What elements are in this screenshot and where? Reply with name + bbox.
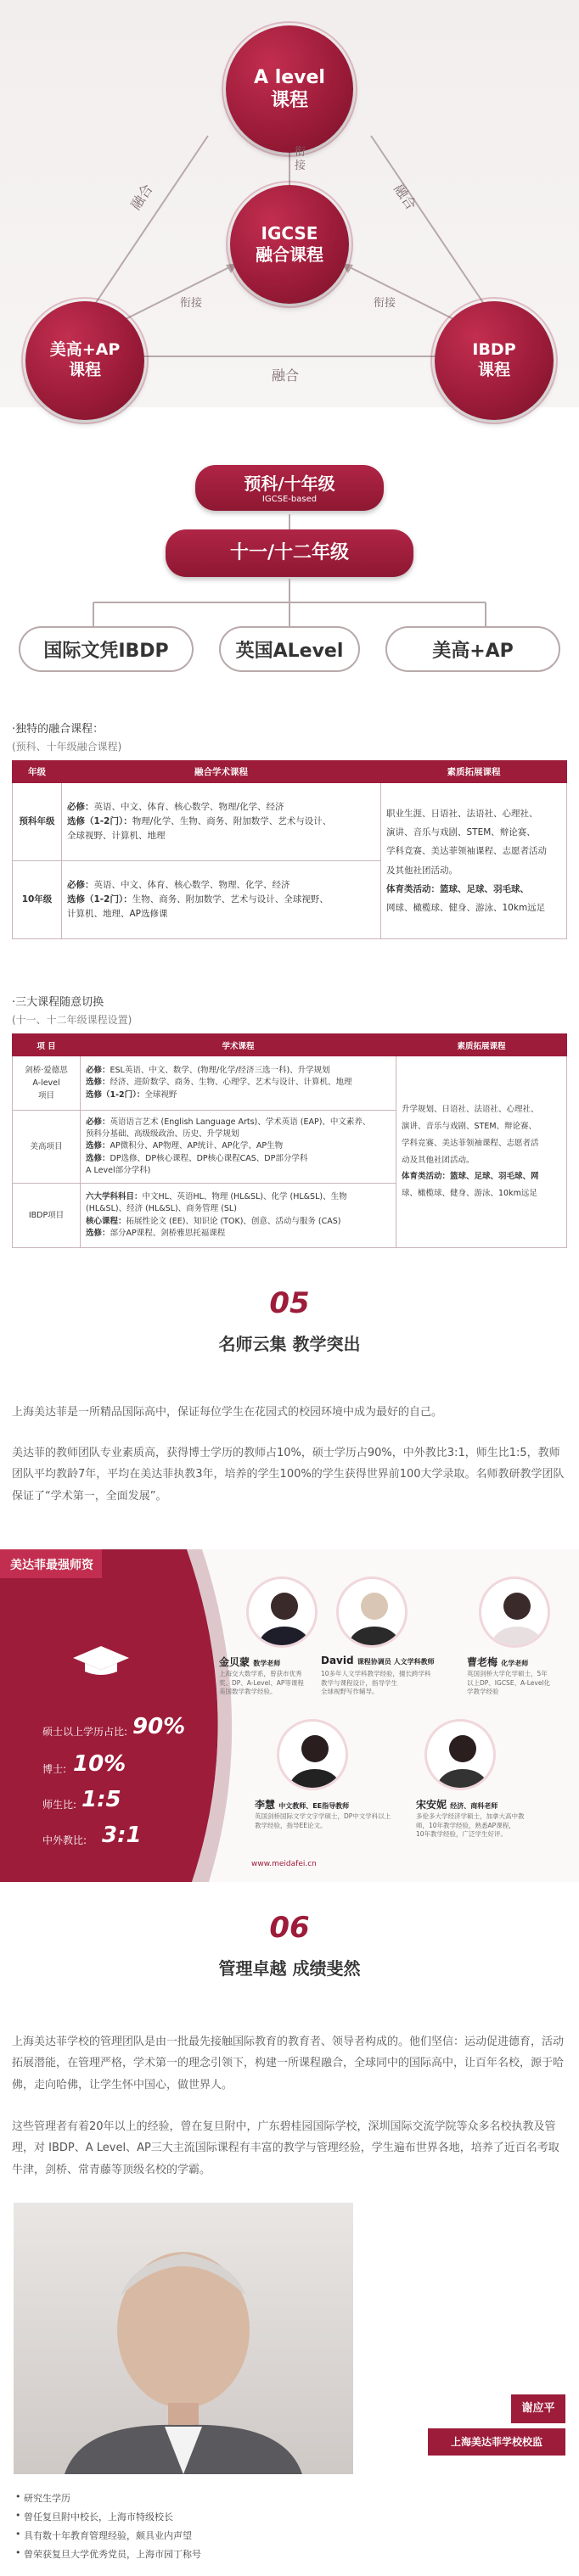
teacher-desc-line: 以上DP、IGCSE、A-Level化 <box>467 1678 551 1687</box>
line-text: DP选修、DP核心课程、DP核心课程CAS、DP部分学科 <box>110 1153 308 1163</box>
ap-node <box>25 301 144 420</box>
table-row <box>13 1056 567 1111</box>
teacher-name <box>416 1797 497 1812</box>
link-top-1: 衔 <box>295 146 306 159</box>
line-text: 拓展性论文 (EE)、知识论 (TOK)、创意、活动与服务 (CAS) <box>126 1216 341 1226</box>
edge-left: 融合 <box>127 181 156 213</box>
line-text: 生物、商务、附加数学、艺术与设计、全球视野、 <box>132 894 329 905</box>
table2-header: 学术课程 <box>81 1034 396 1056</box>
person-icon <box>14 2203 353 2474</box>
a-level-node-line1: A level <box>254 66 325 88</box>
teacher-name <box>321 1655 435 1666</box>
principal-photo <box>14 2203 353 2474</box>
teacher-name-text: 宋安妮 <box>416 1799 447 1811</box>
table-row <box>13 783 567 861</box>
line-text: 中文HL、英语HL、物理 (HL&SL)、化学 (HL&SL)、生物 <box>142 1192 347 1201</box>
panel-title: 美达菲最强师资 <box>10 1559 93 1572</box>
link-left: 衔接 <box>180 297 203 310</box>
section-06-number: 06 <box>269 1911 310 1945</box>
project-cell: IBDP项目 <box>13 1184 81 1248</box>
panel-url: www.meidafei.cn <box>251 1860 317 1868</box>
teacher-name <box>219 1655 280 1669</box>
teacher-desc-line: 师，10年教学经验，熟悉AP课程， <box>416 1821 515 1829</box>
teacher-desc <box>416 1812 569 1840</box>
teacher-role: 数学老师 <box>253 1660 281 1667</box>
table1-header: 融合学术课程 <box>62 761 381 783</box>
table1-header: 年级 <box>13 761 62 783</box>
extra-line: 演讲、音乐与戏剧、STEM、辩论赛、 <box>386 827 536 838</box>
step-2-pill <box>166 529 413 577</box>
section-05-heading: 名师云集 教学突出 <box>218 1334 361 1354</box>
line-text: 全球视野、计算机、地理 <box>67 830 166 841</box>
principal-name: 谢应平 <box>511 2394 565 2423</box>
teacher-role: 中文教师、EE指导教师 <box>278 1802 350 1810</box>
igcse-node <box>230 185 349 304</box>
table2-section <box>0 993 579 1248</box>
project-cell: 美高项目 <box>13 1111 81 1184</box>
edge-bottom: 融合 <box>272 367 300 384</box>
teacher-desc-line: 10年教学经验，广泛学生好评。 <box>416 1830 508 1838</box>
stat-value: 90% <box>132 1714 186 1739</box>
extra-line: 演讲、音乐与戏剧、STEM、辩论赛、 <box>402 1121 537 1131</box>
ap-node-line2: 课程 <box>68 361 101 379</box>
igcse-node-line1: IGCSE <box>261 223 318 244</box>
extra-line: 体育类活动：篮球、足球、羽毛球、网 <box>402 1172 539 1182</box>
line-text: 经济、进阶数学、商务、生物、心理学、艺术与设计、计算机、地理 <box>110 1078 352 1088</box>
teacher-name-text: David <box>321 1655 354 1666</box>
step-1-sub: IGCSE-based <box>261 495 318 504</box>
extra-cell <box>396 1056 567 1248</box>
option-ibdp: 国际文凭IBDP <box>19 626 194 672</box>
igcse-node-line2: 融合课程 <box>256 244 323 265</box>
line-text: ESL英语、中文、数学、(物理/化学/经济三选一科)、升学规划 <box>110 1066 330 1076</box>
step-1-pill <box>195 465 384 511</box>
teacher-desc-line: 上海交大数学系，曾获市优秀 <box>219 1670 302 1677</box>
line-label: 必修： <box>86 1066 110 1076</box>
teacher-desc-line: 教学与课程设计，指导学生 <box>321 1678 397 1687</box>
extra-line: 及其他社团活动。 <box>386 865 458 876</box>
teacher-name-text: 金贝蒙 <box>219 1656 250 1668</box>
line-label: 六大学科科目： <box>86 1192 143 1201</box>
extra-line: 职业生涯、日语社、法语社、心理社、 <box>386 809 538 820</box>
line-label: 选修： <box>86 1153 110 1163</box>
ibdp-node-line2: 课程 <box>477 361 510 379</box>
teacher-desc-line: 英国剑桥国际文学文字学硕士，DP中文学科以上 <box>255 1812 391 1820</box>
teacher-desc-line: 美国数学教学经验。 <box>219 1688 277 1695</box>
extra-line: 学科竞赛、美达菲领袖课程、志愿者活动 <box>386 846 547 857</box>
table1-header: 素质拓展课程 <box>381 761 567 783</box>
a-level-node <box>226 25 353 153</box>
academic-cell <box>81 1184 396 1248</box>
teacher-desc-line: 多伦多大学经济学硕士，加拿大高中教 <box>416 1812 525 1820</box>
extra-cell <box>381 783 567 939</box>
extra-line: 网球、橄榄球、健身、游泳、10km远足 <box>386 902 546 913</box>
grade-cell: 预科年级 <box>13 783 62 861</box>
edge-right: 融合 <box>391 181 420 213</box>
teacher-desc-line: 奖、DP、A-Level、AP等课程 <box>219 1678 304 1687</box>
option-alevel: 英国ALevel <box>219 626 360 672</box>
project-line: A-level <box>32 1078 60 1088</box>
table2-subtitle: (十一、十二年级课程设置) <box>12 1014 132 1026</box>
teacher-avatar <box>336 1576 408 1648</box>
teacher-avatar <box>479 1576 550 1648</box>
line-text: 预科分基础、高级级政治、历史、升学规划 <box>86 1129 239 1140</box>
teacher-desc <box>219 1670 321 1697</box>
stat-label: 中外教比: <box>42 1834 87 1846</box>
teacher-desc-line: 全球视野写作辅导。 <box>321 1688 379 1695</box>
principal-bullet: • 研究生学历 <box>24 2491 70 2505</box>
table1-section <box>0 720 579 939</box>
line-label: 选修（1-2门）： <box>67 816 132 827</box>
line-label: 选修： <box>86 1141 110 1151</box>
teacher-name-text: 李慧 <box>255 1799 276 1811</box>
teacher-avatar <box>277 1719 348 1790</box>
table2-header: 素质拓展课程 <box>396 1034 567 1056</box>
line-text: 物理/化学、生物、商务、附加数学、艺术与设计、 <box>132 816 332 827</box>
project-line: 剑桥·爱德思 <box>25 1065 68 1075</box>
teacher-name <box>467 1655 528 1669</box>
teacher-avatar <box>424 1719 496 1790</box>
link-top-2: 接 <box>295 160 306 172</box>
teacher-name-text: 曹老梅 <box>467 1656 498 1668</box>
project-line: 项目 <box>37 1091 54 1101</box>
teacher-desc-line: 学教学经验 <box>467 1688 499 1695</box>
graduation-cap-icon <box>71 1644 131 1678</box>
section-06-para2: 这些管理者有着20年以上的经验，曾在复旦附中，广东碧桂园国际学校，深圳国际交流学院等众多名校执教及管理，对 IBDP、A Level、AP三大主流国际课程有丰富的教学与管理经验，学生遍布世界各地，培养了近百名考取牛津，剑桥、常青藤等顶级名校的学霸。 <box>12 2120 559 2176</box>
ibdp-node-line1: IBDP <box>472 340 516 360</box>
course-triangle-diagram <box>0 0 579 407</box>
line-label: 选修： <box>86 1078 110 1088</box>
line-text: AP微积分、AP物理、AP统计、AP化学、AP生物 <box>110 1141 284 1151</box>
teacher-role: 课程协调员 人文学科教师 <box>357 1658 435 1666</box>
stat-label: 硕士以上学历占比: <box>42 1726 128 1738</box>
stat-value: 10% <box>73 1751 126 1777</box>
academic-cell <box>81 1111 396 1184</box>
table2-header: 项 目 <box>13 1034 81 1056</box>
teacher-name <box>255 1797 349 1812</box>
grade-flow <box>0 441 579 696</box>
line-text: 部分AP课程、剑桥雅思托福课程 <box>110 1228 226 1238</box>
stat-value: 1:5 <box>82 1787 121 1812</box>
teacher-desc-line: 10多年人文学科教学经验，擅长跨学科 <box>321 1670 431 1677</box>
ibdp-node <box>435 301 554 420</box>
line-text: (HL&SL)、经济 (HL&SL)、商务管理 (SL) <box>86 1204 237 1214</box>
stat-value: 3:1 <box>102 1823 142 1848</box>
grade-cell: 10年级 <box>13 861 62 939</box>
line-label: 必修： <box>67 802 94 813</box>
table2-title: ·三大课程随意切换 <box>12 996 104 1009</box>
teacher-desc-line: 英国剑桥大学化学硕士，5年 <box>467 1670 548 1677</box>
line-text: 英语语言艺术 (English Language Arts)、学术英语 (EAP)、中文素养、 <box>110 1117 371 1127</box>
line-label: 选修（1-2门）： <box>67 894 132 905</box>
section-05-number: 05 <box>269 1286 310 1320</box>
line-label: 选修（1-2门）： <box>86 1089 145 1100</box>
ap-node-line1: 美高+AP <box>49 340 121 360</box>
step-2-title: 十一/十二年级 <box>229 542 350 563</box>
stat-label: 博士: <box>42 1763 67 1775</box>
table1 <box>12 760 567 939</box>
table1-subtitle: (预科、十年级融合课程) <box>12 741 122 753</box>
section-05-para2: 美达菲的教师团队专业素质高，获得博士学历的教师占10%，硕士学历占90%，中外教比3:1，师生比1:5，教师团队平均教龄7年，平均在美达菲执教3年，培养的学生100%的学生获得世界前100大学录取。名师教研教学团队保证了“学术第一，全面发展”。 <box>12 1447 565 1503</box>
line-label: 必修： <box>67 880 94 891</box>
teacher-desc-line: 教学经验，指导EE论文。 <box>255 1821 327 1829</box>
extra-line: 动及其他社团活动。 <box>402 1155 475 1165</box>
extra-line: 学科竞赛、美达菲领袖课程、志愿者活 <box>402 1138 539 1148</box>
project-cell <box>13 1056 81 1111</box>
section-05-para1: 上海美达菲是一所精品国际高中，保证每位学生在花园式的校园环境中成为最好的自己。 <box>12 1406 443 1419</box>
table2 <box>12 1033 567 1248</box>
line-text: 英语、中文、体育、核心数学、物理/化学、经济 <box>93 802 284 813</box>
teacher-desc <box>467 1670 569 1697</box>
table1-title: ·独特的融合课程： <box>12 723 104 736</box>
academic-cell <box>81 1056 396 1111</box>
line-label: 选修： <box>86 1228 110 1238</box>
teacher-role: 化学老师 <box>501 1660 529 1667</box>
teacher-panel <box>0 1549 579 1882</box>
option-ap: 美高+AP <box>385 626 560 672</box>
extra-line: 升学规划、日语社、法语社、心理社、 <box>402 1104 539 1114</box>
line-text: 英语、中文、体育、核心数学、物理、化学、经济 <box>93 880 290 891</box>
line-text: 计算机、地理、AP选修课 <box>67 908 168 919</box>
section-06-heading: 管理卓越 成绩斐然 <box>218 1958 361 1979</box>
principal-bullet: • 曾任复旦附中校长，上海市特级校长 <box>24 2510 173 2523</box>
line-text: A Level部分学科) <box>86 1165 151 1175</box>
line-label: 必修： <box>86 1117 110 1127</box>
teacher-desc <box>321 1670 440 1697</box>
link-right: 衔接 <box>374 297 396 310</box>
academic-cell <box>62 861 381 939</box>
principal-bullet: • 具有数十年教育管理经验，颇具业内声望 <box>24 2528 192 2542</box>
principal-bullet: • 曾荣获复旦大学优秀党员，上海市园丁称号 <box>24 2547 201 2561</box>
a-level-node-line2: 课程 <box>270 90 308 111</box>
teacher-role: 经济、商科老师 <box>450 1802 498 1810</box>
line-text: 全球视野 <box>144 1089 177 1100</box>
section-06-para1: 上海美达菲学校的管理团队是由一批最先接触国际教育的教育者、领导者构成的。他们坚信：运动促进德育，活动拓展潜能，在管理严格，学术第一的理念引领下，构建一所课程融合，全球同中的国际高中，让百年名校，源于哈佛，走向哈佛，让学生怀中国心，做世界人。 <box>12 2036 565 2092</box>
step-1-title: 预科/十年级 <box>244 473 335 494</box>
principal-title: 上海美达菲学校校监 <box>428 2428 565 2456</box>
extra-line: 体育类活动：篮球、足球、羽毛球、 <box>386 883 529 894</box>
teacher-avatar <box>246 1576 318 1648</box>
extra-line: 球、橄榄球、健身、游泳、10km远足 <box>402 1189 537 1199</box>
teacher-desc <box>255 1812 408 1830</box>
academic-cell <box>62 783 381 861</box>
stat-label: 师生比: <box>42 1799 77 1811</box>
line-label: 核心课程： <box>86 1216 126 1226</box>
